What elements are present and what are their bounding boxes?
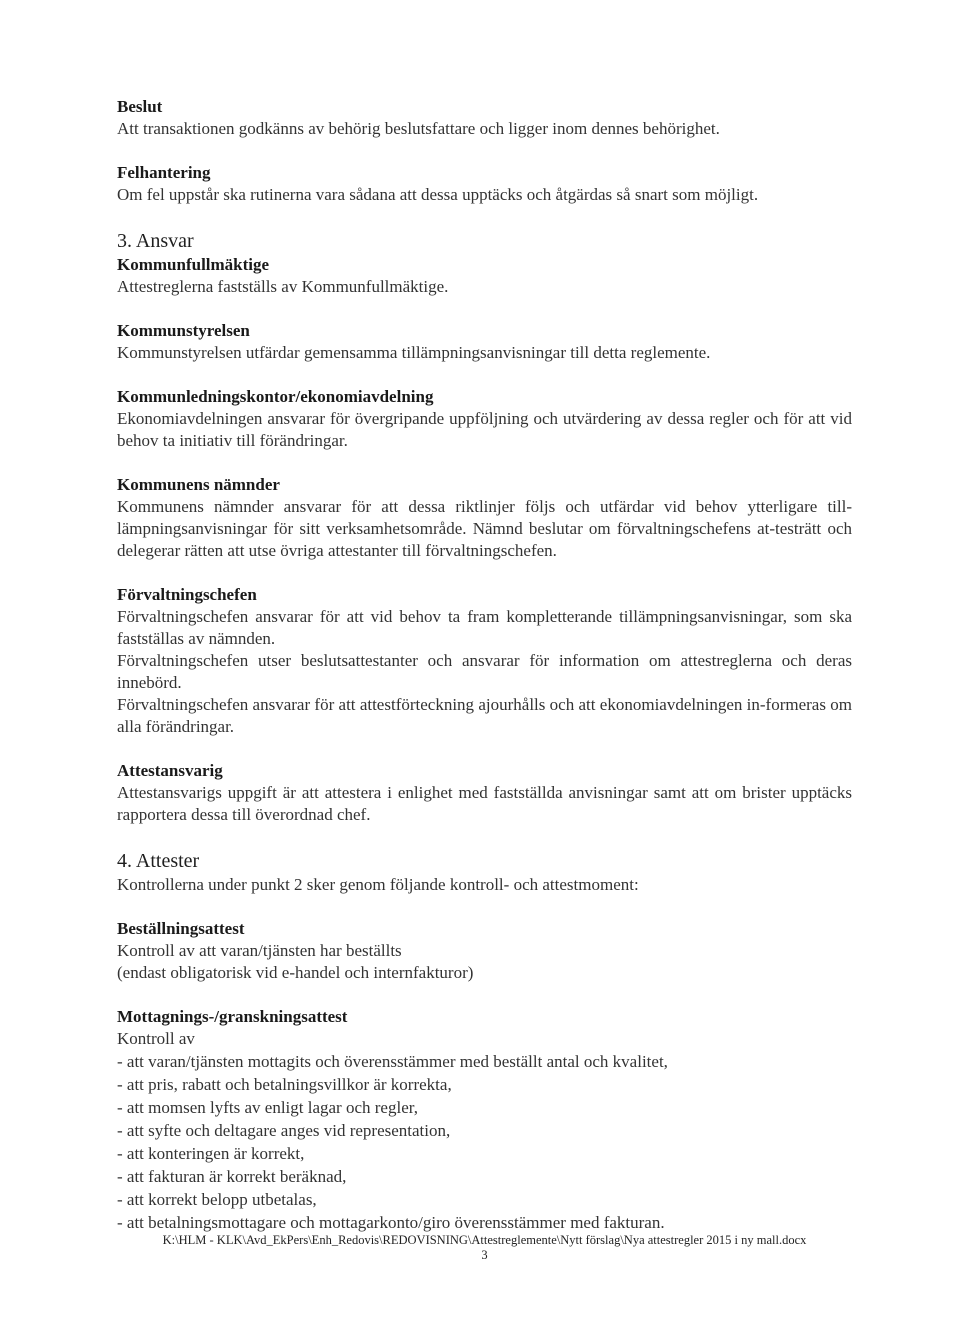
page-footer <box>117 1233 852 1263</box>
list-item: - att konteringen är korrekt, <box>117 1144 305 1163</box>
mottagningsattest-heading: Mottagnings-/granskningsattest <box>117 1007 348 1026</box>
kommunstyrelsen-heading: Kommunstyrelsen <box>117 321 250 340</box>
attestansvarig-heading: Attestansvarig <box>117 761 223 780</box>
mottagningsattest-list <box>117 1050 852 1234</box>
forvaltningschefen-text-3: Förvaltningschefen ansvarar för att attestförteckning ajourhålls och att ekonomiavdelningen in-formeras om alla förändringar. <box>117 695 852 736</box>
attestansvarig-text: Attestansvarigs uppgift är att attestera i enlighet med fastställda anvisningar samt att om brister upptäcks rapportera dessa till överordnad chef. <box>117 783 852 824</box>
kommunfullmaktige-text: Attestreglerna fastställs av Kommunfullmäktige. <box>117 277 449 296</box>
list-item: - att betalningsmottagare och mottagarkonto/giro överensstämmer med fakturan. <box>117 1213 665 1232</box>
attester-section-heading: 4. Attester <box>117 850 200 872</box>
document-page <box>117 96 852 1234</box>
forvaltningschefen-text-1: Förvaltningschefen ansvarar för att vid behov ta fram kompletterande tillämpningsanvisningar, som ska fastställas av nämnden. <box>117 607 852 648</box>
list-item: - att syfte och deltagare anges vid representation, <box>117 1121 451 1140</box>
kommunens-namnder-text: Kommunens nämnder ansvarar för att dessa riktlinjer följs och utfärdar vid behov ytterligare till-lämpningsanvisningar för sitt verksamhetsområde. Nämnd beslutar om förvaltningschefens at-testrätt och delegerar rätten att utse övriga attestanter till förvaltningschefen. <box>117 497 852 560</box>
forvaltningschefen-heading: Förvaltningschefen <box>117 585 257 604</box>
bestallningsattest-line-1: Kontroll av att varan/tjänsten har beställts <box>117 941 402 960</box>
bestallningsattest-line-2: (endast obligatorisk vid e-handel och internfakturor) <box>117 963 474 982</box>
bestallningsattest-heading: Beställningsattest <box>117 919 245 938</box>
attester-intro: Kontrollerna under punkt 2 sker genom följande kontroll- och attestmoment: <box>117 875 639 894</box>
list-item: - att varan/tjänsten mottagits och överensstämmer med beställt antal och kvalitet, <box>117 1052 668 1071</box>
list-item: - att fakturan är korrekt beräknad, <box>117 1167 347 1186</box>
list-item: - att momsen lyfts av enligt lagar och regler, <box>117 1098 418 1117</box>
ansvar-section-heading: 3. Ansvar <box>117 230 194 252</box>
beslut-text: Att transaktionen godkänns av behörig beslutsfattare och ligger inom dennes behörighet. <box>117 119 720 138</box>
page-number: 3 <box>481 1248 488 1262</box>
kommunfullmaktige-heading: Kommunfullmäktige <box>117 255 270 274</box>
list-item: - att korrekt belopp utbetalas, <box>117 1190 317 1209</box>
forvaltningschefen-text-2: Förvaltningschefen utser beslutsattestanter och ansvarar för information om attestreglerna och deras innebörd. <box>117 651 852 692</box>
mottagningsattest-intro: Kontroll av <box>117 1029 195 1048</box>
felhantering-text: Om fel uppstår ska rutinerna vara sådana att dessa upptäcks och åtgärdas så snart som möjligt. <box>117 185 759 204</box>
kommunledningskontor-heading: Kommunledningskontor/ekonomiavdelning <box>117 387 434 406</box>
kommunens-namnder-heading: Kommunens nämnder <box>117 475 280 494</box>
kommunledningskontor-text: Ekonomiavdelningen ansvarar för övergripande uppföljning och utvärdering av dessa regler och för att vid behov ta initiativ till förändringar. <box>117 409 852 450</box>
kommunstyrelsen-text: Kommunstyrelsen utfärdar gemensamma tillämpningsanvisningar till detta reglemente. <box>117 343 711 362</box>
footer-file-path: K:\HLM - KLK\Avd_EkPers\Enh_Redovis\REDOVISNING\Attestreglemente\Nytt förslag\Nya attestregler 2015 i ny mall.docx <box>162 1233 807 1247</box>
felhantering-heading: Felhantering <box>117 163 211 182</box>
beslut-heading: Beslut <box>117 97 163 116</box>
list-item: - att pris, rabatt och betalningsvillkor är korrekta, <box>117 1075 452 1094</box>
